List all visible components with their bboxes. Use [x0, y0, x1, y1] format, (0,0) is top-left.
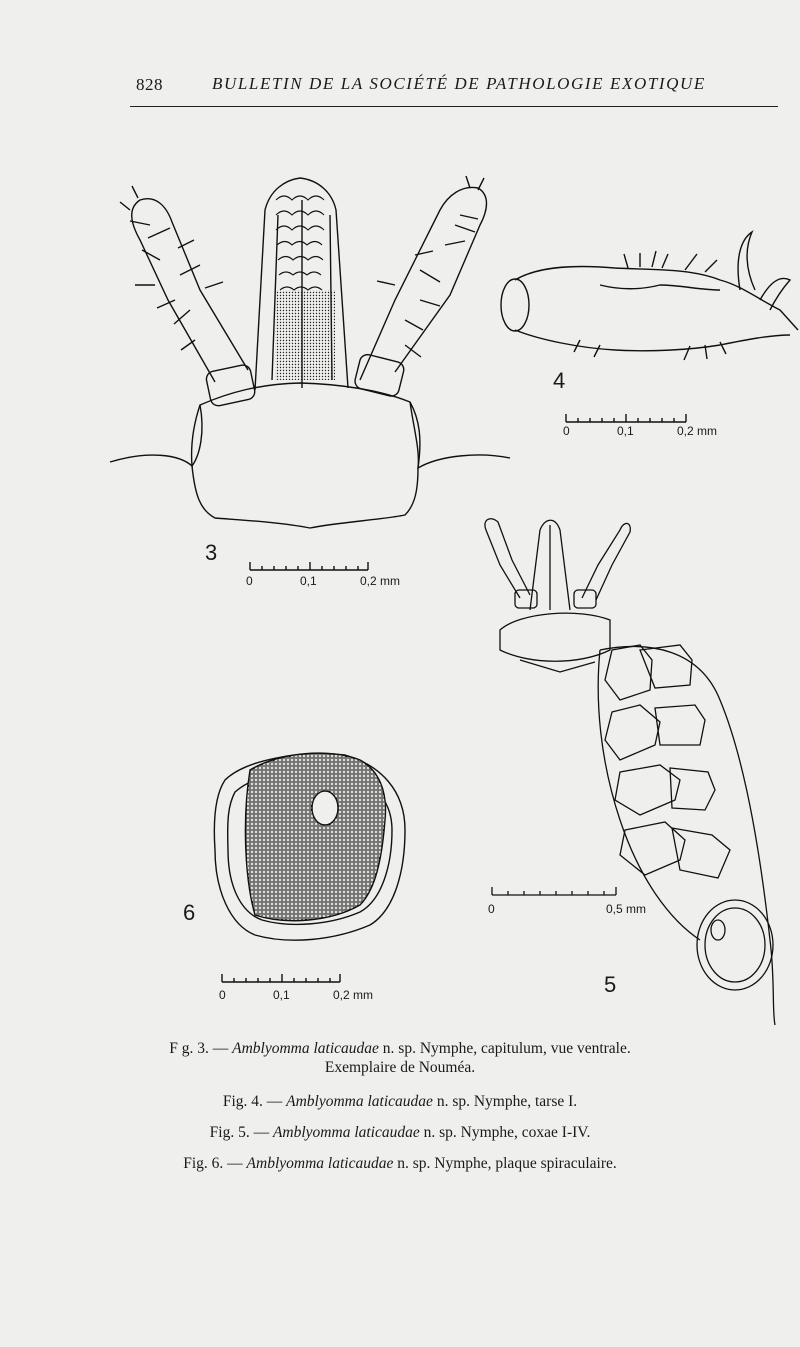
- fig3-scale-end: 0,2 mm: [360, 574, 401, 588]
- fig3-drawing: [110, 176, 510, 528]
- fig3-number: 3: [205, 540, 218, 565]
- fig6-scale-end: 0,2 mm: [333, 988, 374, 1002]
- caption-fig3-prefix: F g. 3. —: [169, 1040, 233, 1057]
- caption-fig5-species: Amblyomma laticaudae: [272, 1124, 420, 1141]
- fig4-drawing: [501, 232, 798, 422]
- caption-fig3-suffix: n. sp. Nymphe, capitulum, vue ventrale.: [378, 1040, 631, 1057]
- caption-fig3: [0, 1040, 800, 1058]
- caption-fig5-prefix: Fig. 5. —: [209, 1124, 273, 1141]
- page-number: 828: [136, 75, 163, 94]
- caption-fig6: [0, 1155, 800, 1173]
- caption-fig5: [0, 1124, 800, 1142]
- caption-fig6-prefix: Fig. 6. —: [183, 1155, 247, 1172]
- fig5-scale-end: 0,5 mm: [606, 902, 647, 916]
- fig5-drawing: [485, 519, 775, 1025]
- caption-fig6-species: Amblyomma laticaudae: [246, 1155, 394, 1172]
- journal-title: BULLETIN DE LA SOCIÉTÉ DE PATHOLOGIE EXOTIQUE: [212, 74, 706, 93]
- caption-fig4: [0, 1093, 800, 1111]
- caption-fig3-line2: Exemplaire de Nouméa.: [324, 1059, 476, 1076]
- fig5-number: 5: [604, 972, 617, 997]
- fig4-scale-zero: 0: [563, 424, 570, 438]
- fig5-scale-zero: 0: [488, 902, 495, 916]
- fig4-scale-mid: 0,1: [617, 424, 634, 438]
- fig4-scale-end: 0,2 mm: [677, 424, 718, 438]
- fig3-scale-zero: 0: [246, 574, 253, 588]
- fig6-number: 6: [183, 900, 196, 925]
- fig3-scale-mid: 0,1: [300, 574, 317, 588]
- fig3-scale-bar: [250, 562, 368, 570]
- caption-fig4-prefix: Fig. 4. —: [222, 1093, 287, 1110]
- caption-fig5-suffix: n. sp. Nymphe, coxae I-IV.: [419, 1124, 591, 1141]
- fig6-scale-zero: 0: [219, 988, 226, 1002]
- fig6-drawing: [214, 753, 405, 982]
- caption-fig6-suffix: n. sp. Nymphe, plaque spiraculaire.: [393, 1155, 617, 1172]
- caption-fig4-suffix: n. sp. Nymphe, tarse I.: [432, 1093, 578, 1110]
- caption-fig4-species: Amblyomma laticaudae: [286, 1093, 433, 1110]
- fig6-scale-mid: 0,1: [273, 988, 290, 1002]
- caption-fig3-species: Amblyomma laticaudae: [232, 1040, 379, 1057]
- fig4-number: 4: [553, 368, 566, 393]
